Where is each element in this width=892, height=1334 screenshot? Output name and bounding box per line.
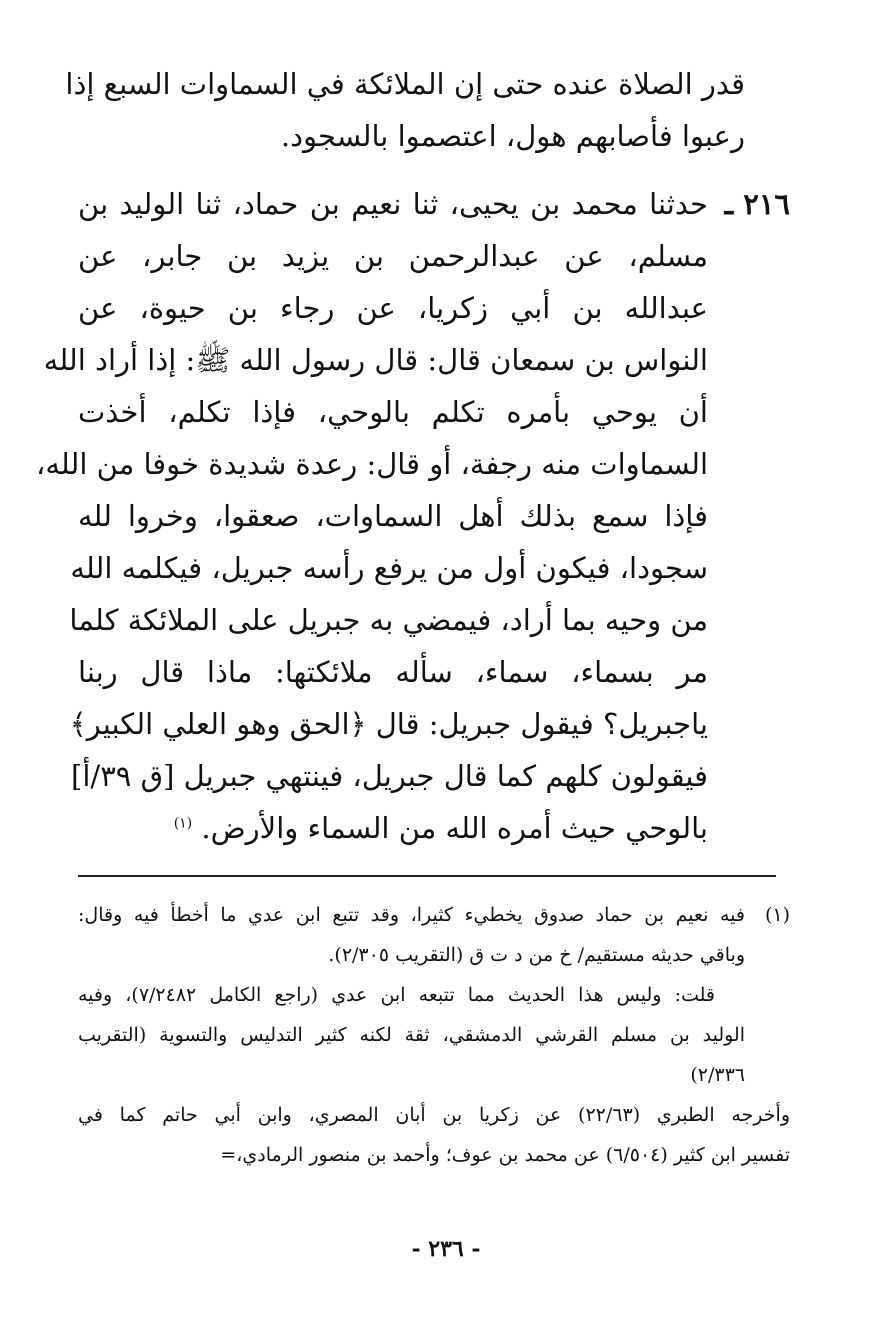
intro-line: قدر الصلاة عنده حتى إن الملائكة في السماوات السبع إذا: [65, 67, 745, 101]
hadith-line: من وحيه بما أراد، فيمضي به جبريل على الملائكة كلما: [69, 603, 708, 637]
hadith-line: ياجبريل؟ فيقول جبريل: قال ﴿الحق وهو العلي الكبير﴾: [69, 707, 708, 741]
footnote-line: الوليد بن مسلم القرشي الدمشقي، ثقة لكنه كثير التدليس والتسوية (التقريب: [78, 1024, 745, 1046]
intro-paragraph: [65, 58, 790, 162]
footnote-marker[interactable]: (١): [173, 815, 193, 832]
hadith-line: سجودا، فيكون أول من يرفع رأسه جبريل، فيكلمه الله: [70, 551, 708, 585]
footnote-divider: [78, 875, 776, 877]
footnote-line: وأخرجه الطبري (٢٢/٦٣) عن زكريا بن أبان المصري، وابن أبي حاتم كما في: [78, 1104, 790, 1126]
hadith-line-last: [78, 802, 708, 854]
footnote-line: وباقي حديثه مستقيم/ خ من د ت ق (التقريب ٢/٣٠٥).: [328, 944, 745, 966]
footnote-comment: [78, 975, 790, 1095]
hadith-line: السماوات منه رجفة، أو قال: رعدة شديدة خوفا من الله،: [36, 447, 708, 481]
page-number: - ٢٣٦ -: [411, 1236, 481, 1262]
hadith-line: فيقولون كلهم كما قال جبريل، فينتهي جبريل [ق ٣٩/أ]: [71, 759, 708, 793]
hadith-text: [36, 178, 790, 854]
footnote-line: فيه نعيم بن حماد صدوق يخطيء كثيرا، وقد تتبع ابن عدي ما أخطأ فيه وقال:: [78, 904, 745, 926]
hadith-line: حدثنا محمد بن يحيى، ثنا نعيم بن حماد، ثنا الوليد بن: [78, 187, 708, 221]
hadith-line: بالوحي حيث أمره الله من السماء والأرض.: [201, 811, 708, 845]
hadith-line: مر بسماء، سماء، سأله ملائكتها: ماذا قال ربنا: [78, 655, 708, 689]
footnote-line: تفسير ابن كثير (٦/٥٠٤) عن محمد بن عوف؛ وأحمد بن منصور الرمادي،=: [220, 1144, 790, 1166]
footnote-comment-first: [78, 975, 745, 1015]
hadith-line: فإذا سمع بذلك أهل السماوات، صعقوا، وخروا لله: [78, 499, 708, 533]
hadith-216: [36, 178, 790, 854]
footnotes: [78, 895, 790, 1175]
footnote-line: ٢/٣٣٦): [690, 1064, 745, 1086]
footnote-line: قلت: وليس هذا الحديث مما تتبعه ابن عدي (راجع الكامل ٧/٢٤٨٢)، وفيه: [78, 984, 715, 1006]
hadith-line: النواس بن سمعان قال: قال رسول الله ﷺ: إذا أراد الله: [43, 343, 708, 377]
hadith-number: ٢١٦ ـ: [724, 187, 790, 221]
footnote-number: (١): [764, 904, 790, 926]
hadith-line: أن يوحي بأمره تكلم بالوحي، فإذا تكلم، أخذت: [78, 395, 708, 429]
footnote-1: [78, 895, 790, 975]
hadith-line: عبدالله بن أبي زكريا، عن رجاء بن حيوة، عن: [78, 291, 708, 325]
footnote-sources: [78, 1095, 790, 1175]
intro-line: رعبوا فأصابهم هول، اعتصموا بالسجود.: [280, 119, 745, 153]
hadith-line: مسلم، عن عبدالرحمن بن يزيد بن جابر، عن: [78, 239, 708, 273]
